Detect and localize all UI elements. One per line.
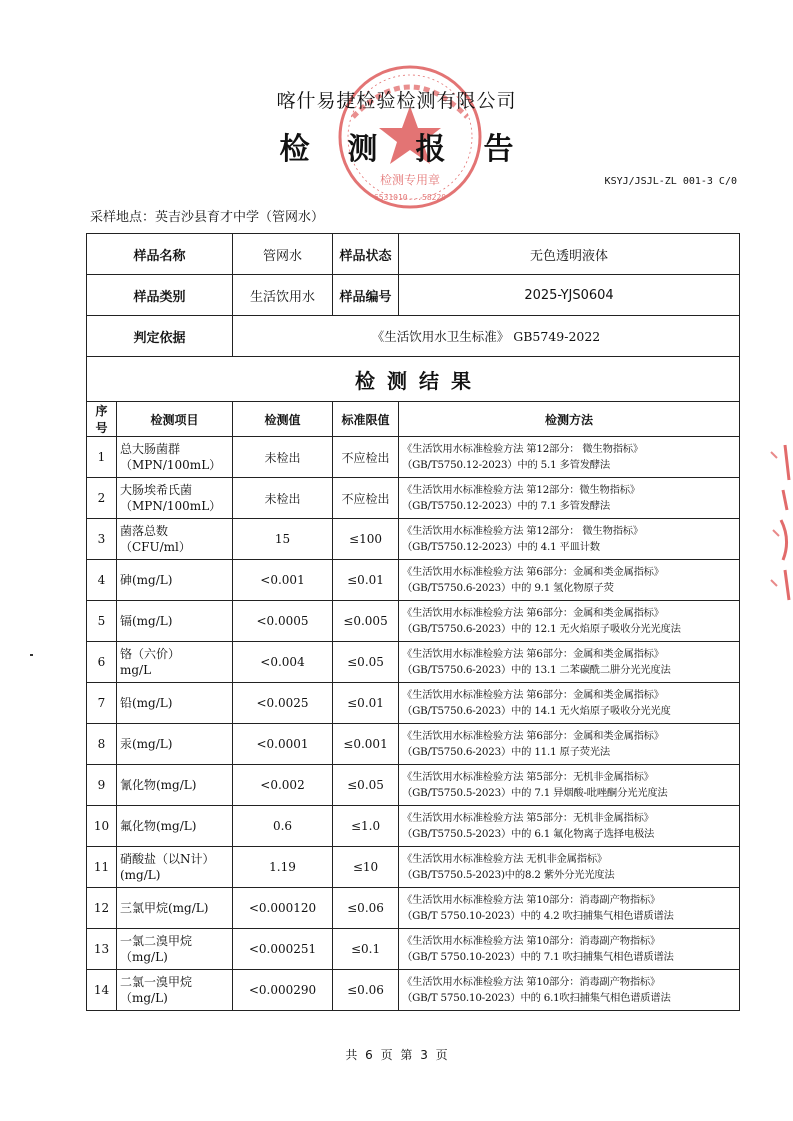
- standard-limit: ≤100: [333, 519, 399, 560]
- test-item: [117, 683, 233, 724]
- table-row: [87, 601, 740, 642]
- sample-number-value: 2025-YJS0604: [399, 275, 740, 316]
- row-number: 13: [87, 929, 117, 970]
- test-value: <0.000120: [233, 888, 333, 929]
- test-method-line: （GB/T5750.12-2023）中的 5.1 多管发酵法: [402, 459, 611, 471]
- test-method: [399, 929, 740, 970]
- test-method-line: （GB/T5750.6-2023）中的 12.1 无火焰原子吸收分光光度法: [402, 623, 681, 635]
- test-method: [399, 765, 740, 806]
- test-method: [399, 437, 740, 478]
- test-method-line: 《生活饮用水标准检验方法 第10部分：消毒副产物指标》: [402, 935, 661, 947]
- table-row: [87, 683, 740, 724]
- value-header: 检测值: [233, 402, 333, 437]
- test-method-line: 《生活饮用水标准检验方法 第10部分：消毒副产物指标》: [402, 894, 661, 906]
- row-number: 2: [87, 478, 117, 519]
- row-number: 4: [87, 560, 117, 601]
- test-value: <0.001: [233, 560, 333, 601]
- info-row: [87, 234, 740, 275]
- test-item-line: （MPN/100mL）: [120, 499, 222, 513]
- table-row: [87, 847, 740, 888]
- test-value: <0.0001: [233, 724, 333, 765]
- svg-text:6531010...58220: 6531010...58220: [373, 193, 447, 202]
- test-item-line: mg/L: [120, 663, 152, 677]
- test-item: [117, 806, 233, 847]
- test-method: [399, 847, 740, 888]
- table-row: [87, 929, 740, 970]
- standard-limit: ≤0.01: [333, 683, 399, 724]
- test-item: [117, 724, 233, 765]
- test-item: [117, 888, 233, 929]
- standard-limit: ≤1.0: [333, 806, 399, 847]
- edge-seal-fragment: [765, 440, 791, 605]
- test-item-line: 一氯二溴甲烷: [120, 934, 193, 948]
- test-method-line: （GB/T 5750.10-2023）中的 6.1吹扫捕集气相色谱质谱法: [402, 992, 671, 1004]
- info-row: [87, 316, 740, 357]
- sample-category-label: 样品类别: [87, 275, 233, 316]
- test-method-line: 《生活饮用水标准检验方法 第10部分：消毒副产物指标》: [402, 976, 661, 988]
- test-item: [117, 765, 233, 806]
- test-item: [117, 970, 233, 1011]
- row-number: 1: [87, 437, 117, 478]
- test-item: [117, 642, 233, 683]
- test-value: 1.19: [233, 847, 333, 888]
- sample-number-label: 样品编号: [333, 275, 399, 316]
- test-method-line: 《生活饮用水标准检验方法 第5部分：无机非金属指标》: [402, 771, 654, 783]
- test-method: [399, 601, 740, 642]
- table-row: [87, 519, 740, 560]
- test-method-line: （GB/T5750.6-2023）中的 11.1 原子荧光法: [402, 746, 611, 758]
- item-header: 检测项目: [117, 402, 233, 437]
- test-method-line: 《生活饮用水标准检验方法 第6部分：金属和类金属指标》: [402, 566, 664, 578]
- column-header-row: [87, 402, 740, 437]
- table-row: [87, 642, 740, 683]
- document-number: KSYJ/JSJL-ZL 001-3 C/0: [604, 176, 737, 187]
- test-item: [117, 929, 233, 970]
- test-item-line: （CFU/ml）: [120, 540, 191, 554]
- test-method: [399, 888, 740, 929]
- test-item: [117, 519, 233, 560]
- test-method: [399, 642, 740, 683]
- test-value: 15: [233, 519, 333, 560]
- report-table: [86, 233, 740, 1011]
- row-number: 3: [87, 519, 117, 560]
- test-item-line: 镉(mg/L): [120, 614, 173, 628]
- test-item-line: (mg/L): [120, 868, 161, 882]
- info-row: [87, 275, 740, 316]
- test-item-line: （mg/L): [120, 950, 168, 964]
- test-item-line: 总大肠菌群: [120, 442, 181, 456]
- standard-limit: 不应检出: [333, 437, 399, 478]
- method-header: 检测方法: [399, 402, 740, 437]
- test-item: [117, 847, 233, 888]
- table-row: [87, 724, 740, 765]
- standard-limit: ≤0.01: [333, 560, 399, 601]
- basis-label: 判定依据: [87, 316, 233, 357]
- row-number: 14: [87, 970, 117, 1011]
- test-item-line: 砷(mg/L): [120, 573, 173, 587]
- standard-limit: ≤0.1: [333, 929, 399, 970]
- test-method-line: 《生活饮用水标准检验方法 第12部分：微生物指标》: [402, 484, 640, 496]
- test-item-line: 大肠埃希氏菌: [120, 483, 193, 497]
- table-row: [87, 765, 740, 806]
- basis-value: 《生活饮用水卫生标准》 GB5749-2022: [233, 316, 740, 357]
- row-number: 6: [87, 642, 117, 683]
- standard-limit: ≤0.005: [333, 601, 399, 642]
- test-method: [399, 560, 740, 601]
- test-method-line: （GB/T5750.6-2023）中的 9.1 氢化物原子荧: [402, 582, 614, 594]
- test-value: <0.000290: [233, 970, 333, 1011]
- sample-state-label: 样品状态: [333, 234, 399, 275]
- test-item: [117, 601, 233, 642]
- test-value: <0.000251: [233, 929, 333, 970]
- test-value: <0.0005: [233, 601, 333, 642]
- test-method-line: 《生活饮用水标准检验方法 无机非金属指标》: [402, 853, 608, 865]
- table-row: [87, 806, 740, 847]
- test-item: [117, 478, 233, 519]
- scan-speck: [30, 654, 33, 656]
- report-title: 检测报告: [279, 132, 552, 167]
- standard-limit: ≤0.06: [333, 970, 399, 1011]
- test-item-line: 铅(mg/L): [120, 696, 173, 710]
- test-item-line: 氟化物(mg/L): [120, 819, 197, 833]
- page-footer: 共 6 页 第 3 页: [345, 1048, 448, 1062]
- test-value: 0.6: [233, 806, 333, 847]
- test-method-line: 《生活饮用水标准检验方法 第12部分： 微生物指标》: [402, 443, 643, 455]
- test-method-line: 《生活饮用水标准检验方法 第5部分：无机非金属指标》: [402, 812, 654, 824]
- test-method-line: （GB/T5750.5-2023）中的 7.1 异烟酸-吡唑酮分光光度法: [402, 787, 668, 799]
- test-value: 未检出: [233, 437, 333, 478]
- table-row: [87, 437, 740, 478]
- section-row: [87, 357, 740, 402]
- row-number: 11: [87, 847, 117, 888]
- test-method-line: （GB/T5750.5-2023)中的8.2 紫外分光光度法: [402, 869, 615, 881]
- test-method-line: （GB/T5750.5-2023）中的 6.1 氟化物离子选择电极法: [402, 828, 655, 840]
- test-item: [117, 560, 233, 601]
- test-method-line: （GB/T5750.12-2023）中的 7.1 多管发酵法: [402, 500, 611, 512]
- test-method: [399, 970, 740, 1011]
- results-section-title: 检测结果: [87, 357, 740, 402]
- limit-header: 标准限值: [333, 402, 399, 437]
- table-row: [87, 478, 740, 519]
- test-method-line: 《生活饮用水标准检验方法 第12部分： 微生物指标》: [402, 525, 643, 537]
- test-method-line: （GB/T5750.6-2023）中的 13.1 二苯碳酰二肼分光光度法: [402, 664, 671, 676]
- test-method-line: （GB/T5750.6-2023）中的 14.1 无火焰原子吸收分光光度: [402, 705, 671, 717]
- row-number: 8: [87, 724, 117, 765]
- test-item-line: （mg/L): [120, 991, 168, 1005]
- test-method-line: （GB/T 5750.10-2023）中的 7.1 吹扫捕集气相色谱质谱法: [402, 951, 674, 963]
- standard-limit: 不应检出: [333, 478, 399, 519]
- sample-name-label: 样品名称: [87, 234, 233, 275]
- row-number: 5: [87, 601, 117, 642]
- row-number: 7: [87, 683, 117, 724]
- svg-text:检测专用章: 检测专用章: [379, 173, 441, 187]
- test-item-line: 菌落总数: [120, 524, 169, 538]
- standard-limit: ≤0.06: [333, 888, 399, 929]
- test-item-line: 二氯一溴甲烷: [120, 975, 193, 989]
- standard-limit: ≤0.05: [333, 765, 399, 806]
- company-name: 喀什易捷检验检测有限公司: [276, 90, 517, 112]
- table-row: [87, 970, 740, 1011]
- test-method: [399, 806, 740, 847]
- test-method: [399, 724, 740, 765]
- standard-limit: ≤0.05: [333, 642, 399, 683]
- test-method-line: 《生活饮用水标准检验方法 第6部分：金属和类金属指标》: [402, 730, 664, 742]
- test-item: [117, 437, 233, 478]
- test-item-line: 氰化物(mg/L): [120, 778, 197, 792]
- test-value: <0.002: [233, 765, 333, 806]
- standard-limit: ≤10: [333, 847, 399, 888]
- test-method: [399, 478, 740, 519]
- test-item-line: 三氯甲烷(mg/L): [120, 901, 209, 915]
- test-method-line: 《生活饮用水标准检验方法 第6部分：金属和类金属指标》: [402, 648, 664, 660]
- test-method: [399, 519, 740, 560]
- sample-category-value: 生活饮用水: [233, 275, 333, 316]
- sampling-site: 采样地点：英吉沙县育才中学（管网水）: [90, 210, 325, 225]
- test-method-line: 《生活饮用水标准检验方法 第6部分：金属和类金属指标》: [402, 607, 664, 619]
- test-item-line: （MPN/100mL）: [120, 458, 222, 472]
- sample-state-value: 无色透明液体: [399, 234, 740, 275]
- row-number: 12: [87, 888, 117, 929]
- test-method: [399, 683, 740, 724]
- test-value: <0.004: [233, 642, 333, 683]
- test-method-line: （GB/T5750.12-2023）中的 4.1 平皿计数: [402, 541, 600, 553]
- table-row: [87, 560, 740, 601]
- test-item-line: 硝酸盐（以N计）: [120, 852, 215, 866]
- standard-limit: ≤0.001: [333, 724, 399, 765]
- test-method-line: （GB/T 5750.10-2023）中的 4.2 吹扫捕集气相色谱质谱法: [402, 910, 674, 922]
- table-row: [87, 888, 740, 929]
- sample-name-value: 管网水: [233, 234, 333, 275]
- test-item-line: 铬（六价）: [120, 647, 181, 661]
- row-number: 10: [87, 806, 117, 847]
- row-number: 9: [87, 765, 117, 806]
- no-header: 序号: [87, 402, 117, 437]
- test-method-line: 《生活饮用水标准检验方法 第6部分：金属和类金属指标》: [402, 689, 664, 701]
- test-item-line: 汞(mg/L): [120, 737, 173, 751]
- test-value: 未检出: [233, 478, 333, 519]
- test-value: <0.0025: [233, 683, 333, 724]
